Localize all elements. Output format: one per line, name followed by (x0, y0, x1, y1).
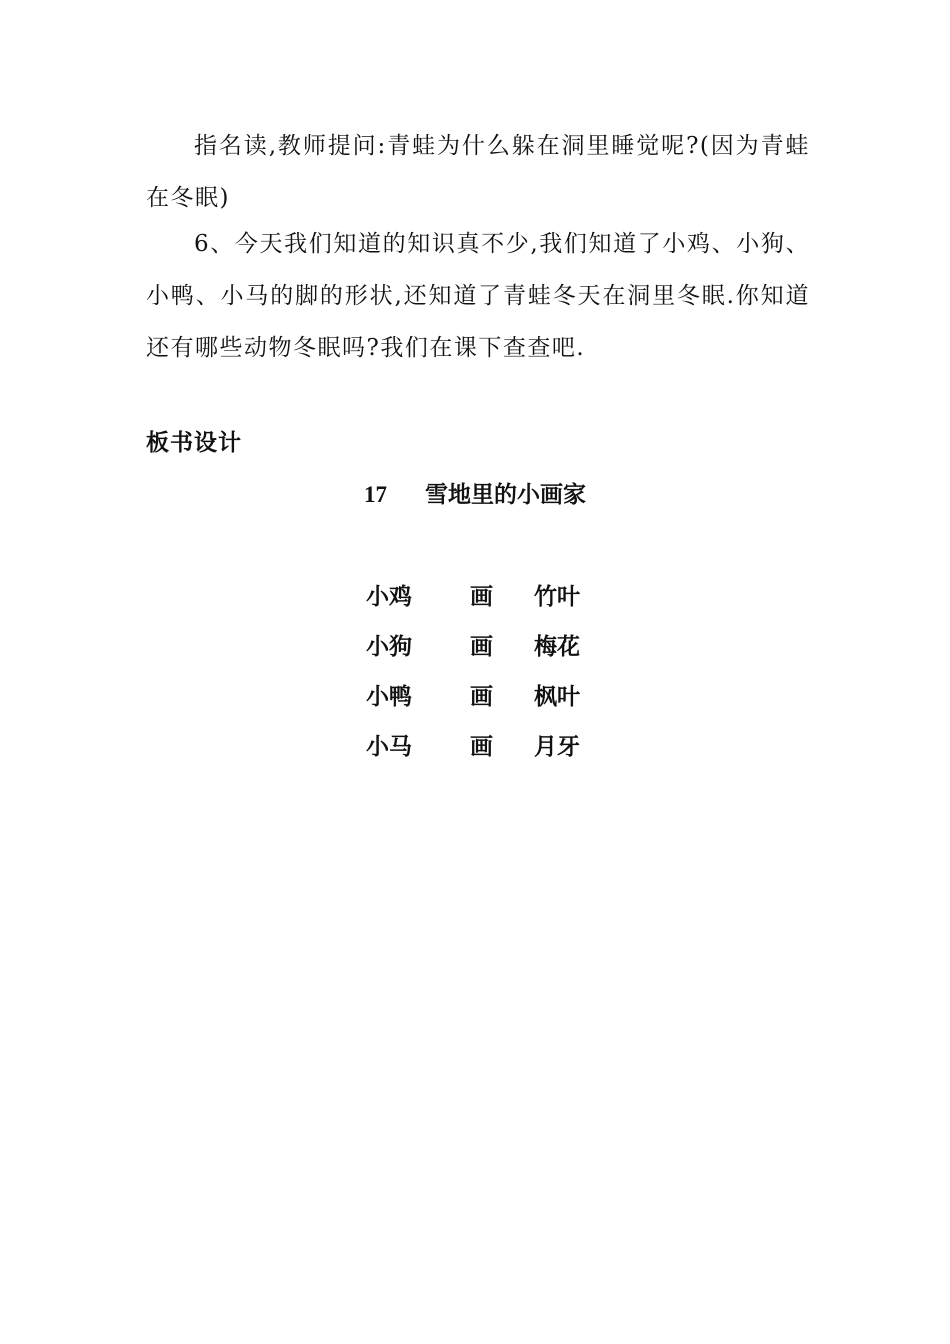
board-animal: 小鸭 (366, 684, 412, 710)
board-verb: 画 (470, 684, 493, 710)
board-row (0, 620, 950, 670)
lesson-title (0, 476, 950, 509)
board-object: 月牙 (534, 734, 580, 760)
board-row (0, 670, 950, 720)
board-design-table (0, 570, 950, 770)
paragraph-reading-question: 指名读,教师提问:青蛙为什么躲在洞里睡觉呢?(因为青蛙在冬眠) (146, 133, 810, 211)
board-row (0, 570, 950, 620)
lesson-title-text: 雪地里的小画家 (425, 482, 586, 508)
board-animal: 小鸡 (366, 584, 412, 610)
paragraph-summary: 6、今天我们知道的知识真不少,我们知道了小鸡、小狗、小鸭、小马的脚的形状,还知道了青蛙冬天在洞里冬眠.你知道还有哪些动物冬眠吗?我们在课下查查吧. (146, 231, 810, 361)
board-verb: 画 (470, 734, 493, 760)
board-object: 梅花 (534, 634, 580, 660)
board-row (0, 720, 950, 770)
board-verb: 画 (470, 584, 493, 610)
lesson-number: 17 (364, 482, 387, 507)
board-object: 竹叶 (534, 584, 580, 610)
board-animal: 小狗 (366, 634, 412, 660)
board-animal: 小马 (366, 734, 412, 760)
board-object: 枫叶 (534, 684, 580, 710)
board-design-heading: 板书设计 (146, 430, 242, 456)
board-verb: 画 (470, 634, 493, 660)
